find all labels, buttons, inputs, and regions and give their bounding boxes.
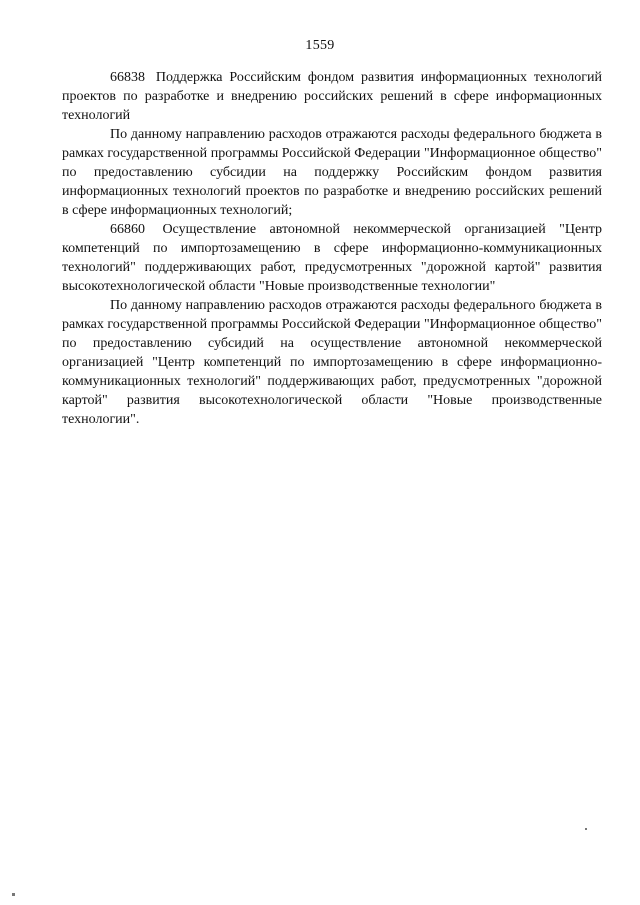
page-number: 1559 [305, 38, 335, 53]
section-description: По данному направлению расходов отражаются расходы федерального бюджета в рамках государственной программы Российской Федерации "Информационное общество" по предоставлению субсидий на осуществление автономной некоммерческой организацией "Центр компетенций по импортозамещению в сфере информационно-коммуникационных технологий" поддерживающих работ, предусмотренных "дорожной картой" развития высокотехнологической области "Новые производственные технологии". [62, 298, 602, 427]
document-body [62, 68, 602, 429]
section-title-text: Осуществление автономной некоммерческой организацией "Центр компетенций по импортозамещению в сфере информационно-коммуникационных технологий" поддерживающих работ, предусмотренных "дорожной картой" развития высокотехнологической области "Новые производственные технологии" [62, 222, 603, 294]
section-title-text: Поддержка Российским фондом развития информационных технологий проектов по разработке и внедрению российских решений в сфере информационных технологий [62, 70, 602, 123]
scan-speck [12, 893, 15, 896]
scan-speck [585, 828, 587, 830]
section-description: По данному направлению расходов отражаются расходы федерального бюджета в рамках государственной программы Российской Федерации "Информационное общество" по предоставлению субсидии на поддержку Российским фондом развития информационных технологий проектов по разработке и внедрению российских решений в сфере информационных технологий; [62, 127, 602, 218]
section-title [62, 220, 602, 296]
section-code: 66838 [110, 70, 145, 85]
section-title [62, 68, 602, 125]
section-code: 66860 [110, 222, 145, 237]
